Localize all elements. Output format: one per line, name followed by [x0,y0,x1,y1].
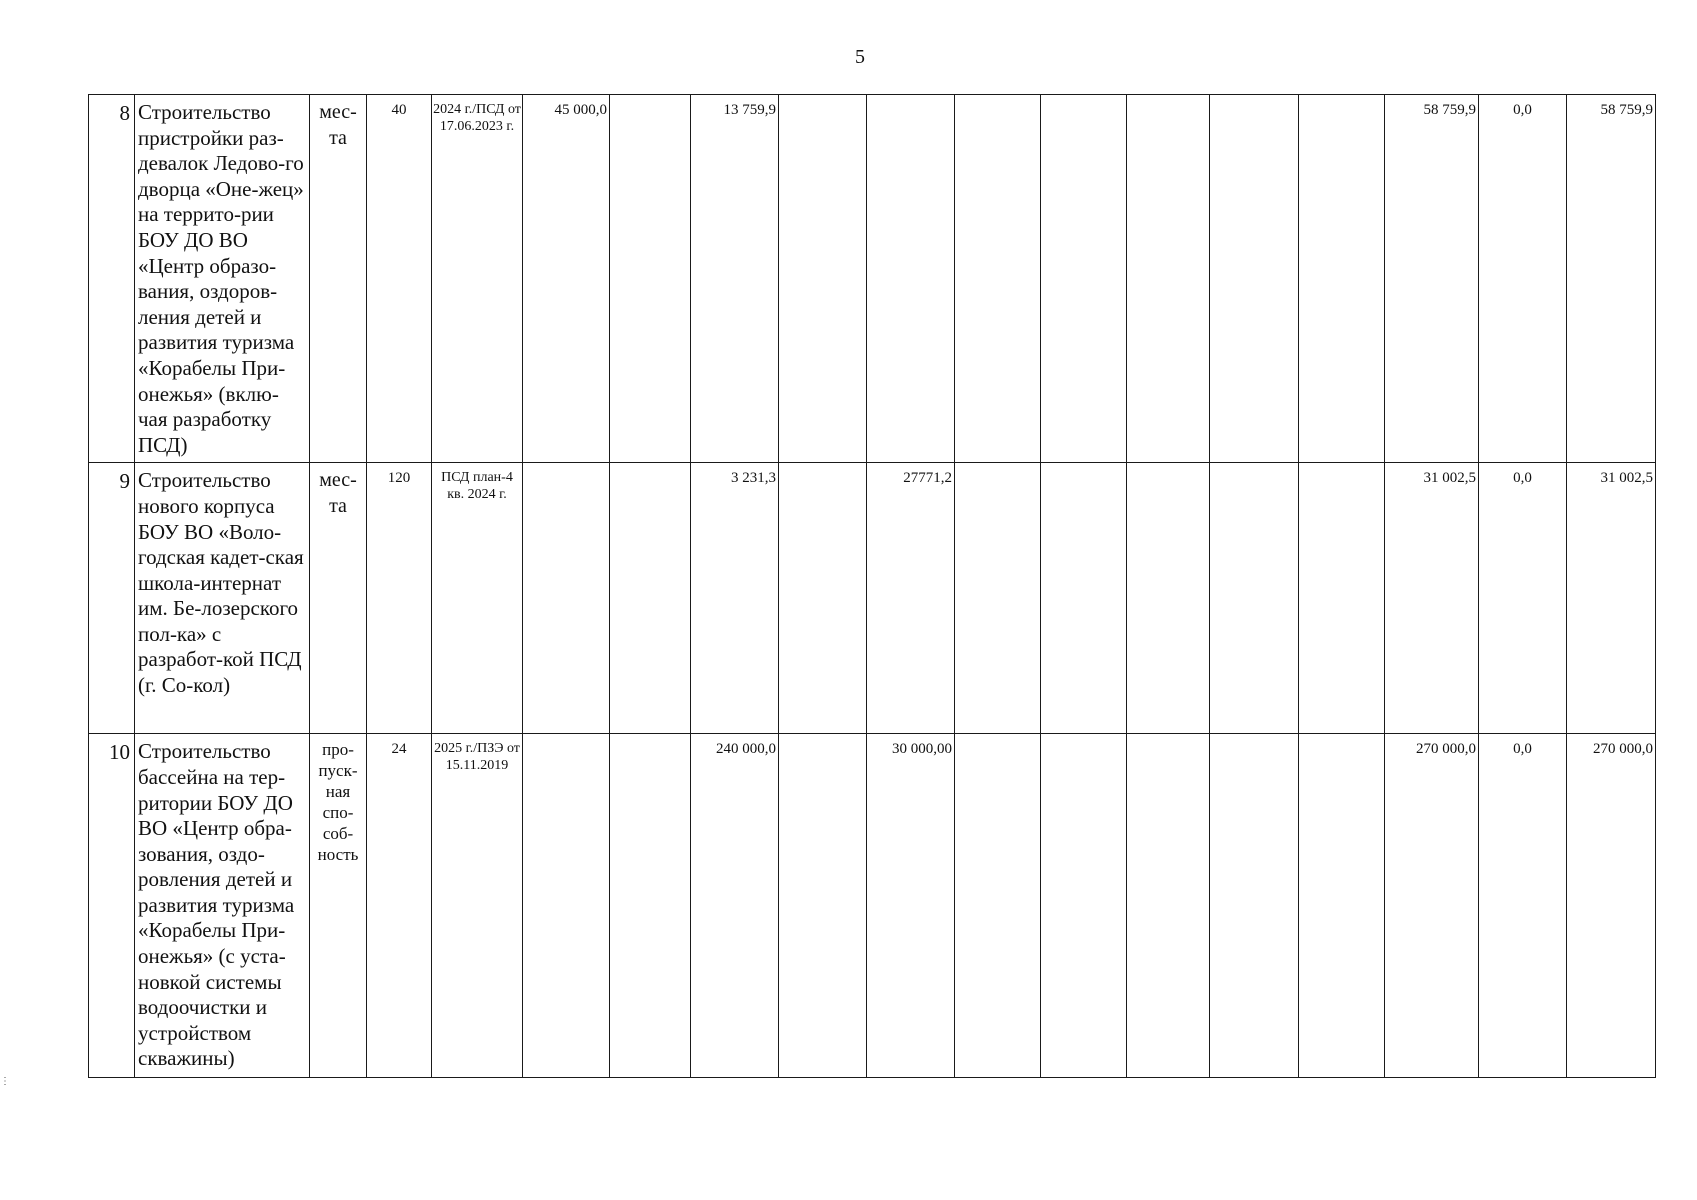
amount-cell [1299,95,1385,463]
unit-of-measure: про-пуск-ная спо-соб-ность [310,734,367,1078]
amount-cell [1041,463,1127,734]
budget-table [88,94,1656,1078]
amount-cell [867,95,955,463]
total-cell: 31 002,5 [1567,463,1656,734]
amount-cell [1127,463,1210,734]
object-name: Строительство нового корпуса БОУ ВО «Воло-годская кадет-ская школа-интернат им. Бе-лозерского пол-ка» с разработ-кой ПСД (г. Со-кол) [135,463,310,734]
amount-cell [610,734,691,1078]
capacity: 40 [367,95,432,463]
amount-cell [955,734,1041,1078]
amount-cell [1299,463,1385,734]
table-row [89,463,1656,734]
amount-cell [955,95,1041,463]
amount-cell [1210,734,1299,1078]
design-doc: ПСД план-4 кв. 2024 г. [432,463,523,734]
total-cell: 58 759,9 [1567,95,1656,463]
amount-cell [779,463,867,734]
amount-cell: 27771,2 [867,463,955,734]
amount-cell [610,95,691,463]
unit-of-measure: мес-та [310,463,367,734]
amount-cell [523,463,610,734]
design-doc: 2024 г./ПСД от 17.06.2023 г. [432,95,523,463]
amount-cell: 3 231,3 [691,463,779,734]
amount-cell [1210,95,1299,463]
row-number: 10 [89,734,135,1078]
amount-cell: 30 000,00 [867,734,955,1078]
amount-cell: 0,0 [1479,95,1567,463]
amount-cell [610,463,691,734]
capacity: 24 [367,734,432,1078]
amount-cell [1127,734,1210,1078]
amount-cell: 240 000,0 [691,734,779,1078]
row-number: 9 [89,463,135,734]
amount-cell [523,734,610,1078]
table-row [89,734,1656,1078]
table-row [89,95,1656,463]
amount-cell [955,463,1041,734]
amount-cell [779,95,867,463]
design-doc: 2025 г./ПЗЭ от 15.11.2019 [432,734,523,1078]
amount-cell: 0,0 [1479,463,1567,734]
page-number: 5 [855,46,865,68]
amount-cell [1041,95,1127,463]
capacity: 120 [367,463,432,734]
object-name: Строительство бассейна на тер-ритории БОУ ДО ВО «Центр обра-зования, оздо-ровления детей и развития туризма «Корабелы При-онежья» (с уста-новкой системы водоочистки и устройством скважины) [135,734,310,1078]
unit-of-measure: мес-та [310,95,367,463]
total-cell: 31 002,5 [1385,463,1479,734]
amount-cell [779,734,867,1078]
total-cell: 270 000,0 [1567,734,1656,1078]
amount-cell [1041,734,1127,1078]
total-cell: 58 759,9 [1385,95,1479,463]
amount-cell: 0,0 [1479,734,1567,1078]
amount-cell [1127,95,1210,463]
total-cell: 270 000,0 [1385,734,1479,1078]
amount-cell [1299,734,1385,1078]
amount-cell: 13 759,9 [691,95,779,463]
scan-edge-marks: ⋮ [0,1076,10,1087]
object-name: Строительство пристройки раз-девалок Ледово-го дворца «Оне-жец» на террито-рии БОУ ДО ВО «Центр образо-вания, оздоров-ления детей и развития туризма «Корабелы При-онежья» (вклю-чая разработку ПСД) [135,95,310,463]
amount-cell [1210,463,1299,734]
amount-cell: 45 000,0 [523,95,610,463]
row-number: 8 [89,95,135,463]
